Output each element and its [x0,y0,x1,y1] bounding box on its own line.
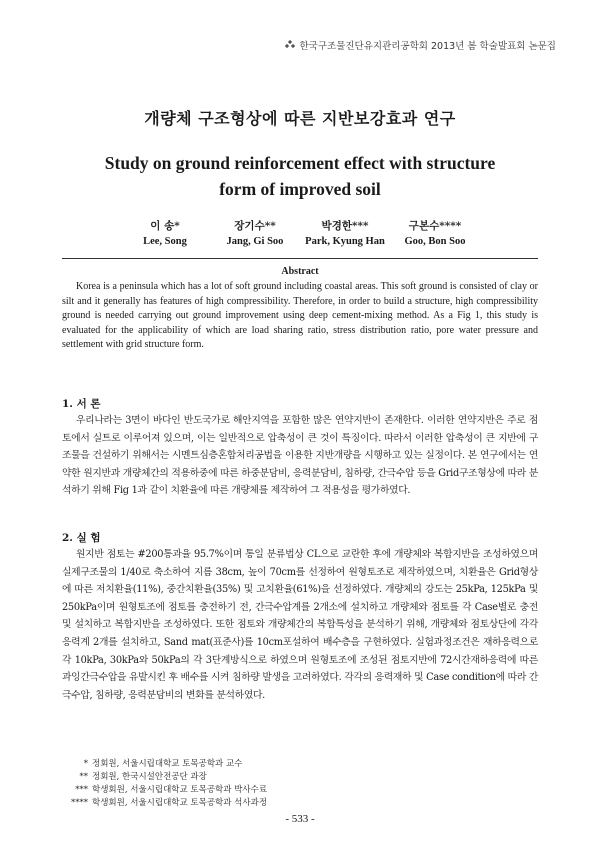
footnote [62,797,538,810]
footnote-text: 학생회원, 서울시립대학교 토목공학과 석사과정 [92,798,268,808]
author-name-english: Jang, Gi Soo [226,236,284,247]
footnotes [62,758,538,810]
footnote [62,784,538,797]
author [210,218,300,250]
abstract-text: Korea is a peninsula which has a lot of soft ground including coastal areas. This soft ground is consisted of clay or silt and it generally has features of high compressibility. Therefore, in order to build a structure, high compressibility ground is needed carrying out ground improvement using deep cement-mixing method. As a Fig 1, this study is evaluated for the applicability of which are load sharing ratio, stress distribution ratio, pore water pressure and settlement with grid structure form. [62,281,538,351]
page-number: - 533 - [285,813,315,825]
author-name-korean: 구본수**** [408,220,462,232]
section-heading-introduction: 1. 서 론 [62,398,101,410]
author [300,218,390,250]
author-name-korean: 이 송* [150,220,180,232]
section-body-experiment: 원지반 점토는 #200통과율 95.7%이며 통일 분류법상 CL으로 교란한 후에 개량체와 복합지반을 조성하였으며 실제구조물의 1/40로 축소하여 지름 38cm, 높이 70cm를 선정하여 원형토조로 제작하였으며, 치환율은 Grid형상에 따른 저치환율(11%), 중간치환율(35%) 및 고치환율(61%)을 선정하였다. 개량체의 강도는 25kPa, 125kPa 및 250kPa이며 원형토조에 점토를 충전하기 전, 간극수압계를 2개소에 설치하고 개량체와 점토를 각 Case별로 충전 및 설치하고 복합지반을 조성하였다. 또한 점토와 개량체간의 복합특성을 분석하기 위해, 개량체와 점토상단에 각각 응력계 2개를 설치하고, Sand mat(표준사)를 10cm포설하여 배수층을 구현하였다. 실험과정조건은 재하응력으로 각 10kPa, 30kPa와 50kPa의 각 3단계방식으로 하였으며 원형토조에 조성된 점토지반에 72시간재하응력에 따른 과잉간극수압을 유발시킨 후 배수를 시켜 침하량 발생을 고려하였다. 각각의 응력재하 및 Case condition에 따라 간극수압, 침하량, 응력분담비의 변화를 분석하였다. [62,549,538,701]
title-english-line1: Study on ground reinforcement effect with structure [104,153,496,173]
footnote-text: 학생회원, 서울시립대학교 토목공학과 박사수료 [92,785,268,795]
author [390,218,480,250]
author [120,218,210,250]
footnote [62,771,538,784]
author-name-korean: 박경한*** [321,220,369,232]
footnote-mark: **** [71,798,88,808]
author-name-english: Lee, Song [143,236,187,247]
abstract-heading: Abstract [281,266,319,277]
author-list [120,218,480,250]
section-body-introduction: 우리나라는 3면이 바다인 반도국가로 해안지역을 포함한 많은 연약지반이 존재한다. 이러한 연약지반은 주로 점토에서 실트로 이루어져 있으며, 이는 일반적으로 압축성이 큰 것이 특징이다. 따라서 이러한 압축성이 큰 지반에 구조물을 건설하기 위해서는 시멘트심층혼합처리공법을 이용한 지반개량을 시행하고 있는 실정이다. 본 연구에서는 연약한 원지반과 개량체간의 적용하중에 따른 하중분담비, 응력분담비, 침하량, 간극수압 등을 Grid구조형상에 따라 분석하기 위해 Fig 1과 같이 치환율에 따른 개량체를 제작하여 그 적용성을 평가하였다. [62,415,538,497]
section-heading-experiment: 2. 실 험 [62,532,101,544]
divider [62,258,538,259]
footnote-mark: *** [75,785,88,795]
running-header [285,38,556,52]
header-text: 한국구조물진단유지관리공학회 2013년 봄 학술발표회 논문집 [299,41,556,52]
title-korean: 개량체 구조형상에 따른 지반보강효과 연구 [144,109,456,128]
footnote [62,758,538,771]
diamond-cluster-icon [285,40,295,50]
footnote-text: 정회원, 서울시립대학교 토목공학과 교수 [92,759,243,769]
footnote-text: 정회원, 한국시설안전공단 과장 [92,772,207,782]
author-name-korean: 장기수** [234,220,276,232]
footnote-mark: ** [79,772,88,782]
author-name-english: Goo, Bon Soo [404,236,466,247]
title-english-line2: form of improved soil [219,179,381,199]
title-english [0,150,600,202]
author-name-english: Park, Kyung Han [305,236,385,247]
footnote-mark: * [83,759,88,769]
